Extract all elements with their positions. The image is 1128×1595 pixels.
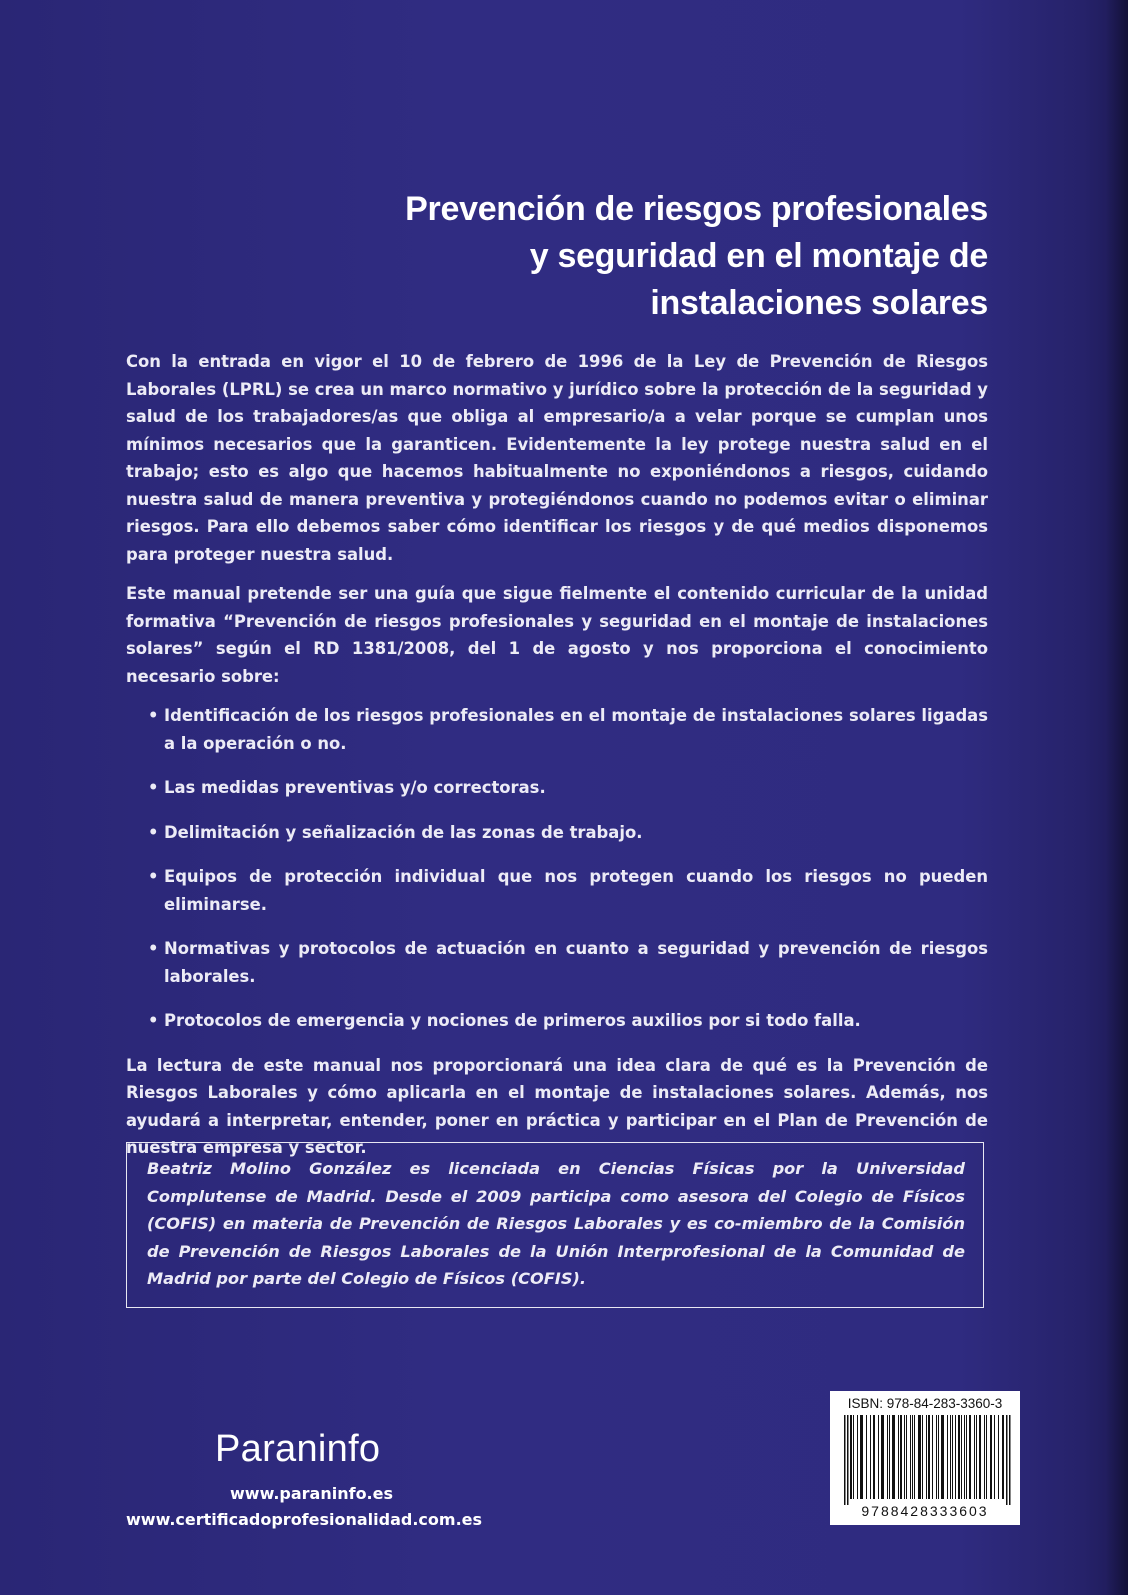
barcode-bar (990, 1415, 992, 1499)
barcode-bar (860, 1415, 863, 1499)
book-title (348, 186, 988, 327)
list-item-text: Las medidas preventivas y/o correctoras. (164, 778, 546, 797)
bullet-icon: • (148, 867, 159, 886)
barcode-bar (947, 1415, 948, 1499)
author-bio-box (126, 1142, 984, 1308)
title-line-3: instalaciones solares (650, 284, 988, 322)
topics-list (126, 702, 988, 1035)
barcode-bar (964, 1415, 965, 1499)
barcode-bar (938, 1415, 939, 1499)
isbn-label: ISBN: 978-84-283-3360-3 (847, 1396, 1003, 1411)
manual-paragraph: Este manual pretende ser una guía que sigue fielmente el contenido curricular de la unidad formativa “Prevención de riesgos profesionales y seguridad en el montaje de instalaciones solares” según el RD 1381/2008, del 1 de agosto y nos proporciona el conocimiento necesario sobre: (126, 584, 988, 686)
title-line-2: y seguridad en el montaje de (529, 237, 988, 275)
barcode-bar (878, 1415, 879, 1499)
certification-website[interactable]: www.certificadoprofesionalidad.com.es (126, 1510, 483, 1529)
barcode-bar (900, 1415, 902, 1499)
barcode-bar (969, 1415, 971, 1499)
barcode-bar (922, 1415, 923, 1499)
author-bio-text: Beatriz Molino González es licenciada en Ciencias Físicas por la Universidad Complutense de Madrid. Desde el 2009 participa como asesora del Colegio de Físicos (COFIS) en materia de Prevención de Riesgos Laborales y es co-miembro de la Comisión de Prevención de Riesgos Laborales de la Unión Interprofesional de la Comunidad de Madrid por parte del Colegio de Físicos (COFIS). (147, 1159, 965, 1288)
list-item-text: Normativas y protocolos de actuación en cuanto a seguridad y prevención de riesgos laborales. (164, 939, 988, 986)
intro-paragraph: Con la entrada en vigor el 10 de febrero de 1996 de la Ley de Prevención de Riesgos Laborales (LPRL) se crea un marco normativo y jurídico sobre la protección de la seguridad y salud de los trabajadores/as que obliga al empresario/a a velar porque se cumplan unos mínimos necesarios que la garanticen. Evidentemente la ley protege nuestra salud en el trabajo; esto es algo que hacemos habitualmente no exponiéndonos a riesgos, cuidando nuestra salud de manera preventiva y protegiéndonos cuando no podemos evitar o eliminar riesgos. Para ello debemos saber cómo identificar los riesgos y de qué medios disponemos para proteger nuestra salud. (126, 352, 988, 564)
list-item (148, 1007, 988, 1035)
barcode-bar (941, 1415, 944, 1499)
barcode-bar (881, 1415, 884, 1499)
list-item-text: Protocolos de emergencia y nociones de primeros auxilios por si todo falla. (164, 1011, 861, 1030)
barcode-bar (966, 1415, 967, 1499)
barcode-bar (910, 1415, 911, 1499)
barcode-bar (976, 1415, 977, 1499)
barcode-bar (918, 1415, 921, 1499)
barcode-bar (974, 1415, 975, 1499)
barcode-bar (847, 1415, 849, 1505)
barcode-bar (936, 1415, 937, 1499)
barcode-bar (898, 1415, 899, 1499)
barcode-bar (998, 1415, 999, 1499)
bullet-icon: • (148, 1011, 159, 1030)
barcode-icon (842, 1415, 1012, 1505)
list-item (148, 819, 988, 847)
barcode-bar (914, 1415, 915, 1499)
barcode-bar (889, 1415, 890, 1499)
barcode-bar (912, 1415, 913, 1499)
bullet-icon: • (148, 939, 159, 958)
publisher-website[interactable]: www.paraninfo.es (230, 1484, 394, 1503)
barcode-bar (958, 1415, 960, 1499)
barcode-bar (932, 1415, 933, 1499)
publisher-logo: Paraninfo (215, 1428, 381, 1470)
barcode-bar (1006, 1415, 1008, 1505)
barcode-bar (873, 1415, 875, 1499)
barcode-box (830, 1391, 1020, 1525)
barcode-bar (994, 1415, 995, 1499)
barcode-bar (926, 1415, 927, 1499)
barcode-bar (950, 1415, 951, 1499)
barcode-bar (955, 1415, 956, 1499)
list-item (148, 702, 988, 757)
bullet-icon: • (148, 822, 159, 842)
barcode-number: 9788428333603 (861, 1503, 989, 1519)
list-item (148, 863, 988, 918)
list-item (148, 774, 988, 802)
bullet-icon: • (148, 706, 159, 725)
description (126, 348, 988, 1174)
barcode-bar (857, 1415, 858, 1499)
barcode-bar (870, 1415, 871, 1499)
barcode-bar (928, 1415, 930, 1499)
list-item-text: Delimitación y señalización de las zonas de trabajo. (164, 822, 643, 842)
list-item (148, 935, 988, 990)
barcode-bar (850, 1415, 852, 1499)
title-line-1: Prevención de riesgos profesionales (405, 190, 988, 228)
list-item-text: Equipos de protección individual que nos protegen cuando los riesgos no pueden eliminarse. (164, 867, 988, 914)
barcode-bar (866, 1415, 867, 1499)
barcode-bar (844, 1415, 846, 1505)
barcode-bar (892, 1415, 895, 1499)
barcode-bar (986, 1415, 987, 1499)
barcode-bar (906, 1415, 907, 1499)
barcode-bar (887, 1415, 888, 1499)
barcode-bar (952, 1415, 953, 1499)
bullet-icon: • (148, 778, 159, 797)
barcode-bar (904, 1415, 905, 1499)
barcode-bar (979, 1415, 981, 1499)
barcode-bar (1009, 1415, 1011, 1505)
barcode-bar (853, 1415, 854, 1499)
spine-shadow (1106, 0, 1128, 1595)
barcode-bar (1002, 1415, 1004, 1499)
list-item-text: Identificación de los riesgos profesionales en el montaje de instalaciones solares ligadas a la operación o no. (164, 706, 988, 753)
barcode-bar (961, 1415, 962, 1499)
closing-paragraph: La lectura de este manual nos proporcionará una idea clara de qué es la Prevención de Riesgos Laborales y cómo aplicarla en el montaje de instalaciones solares. Además, nos ayudará a interpretar, entender, poner en práctica y participar en el Plan de Prevención de nuestra empresa y sector. (126, 1055, 988, 1157)
barcode-bar (984, 1415, 985, 1499)
